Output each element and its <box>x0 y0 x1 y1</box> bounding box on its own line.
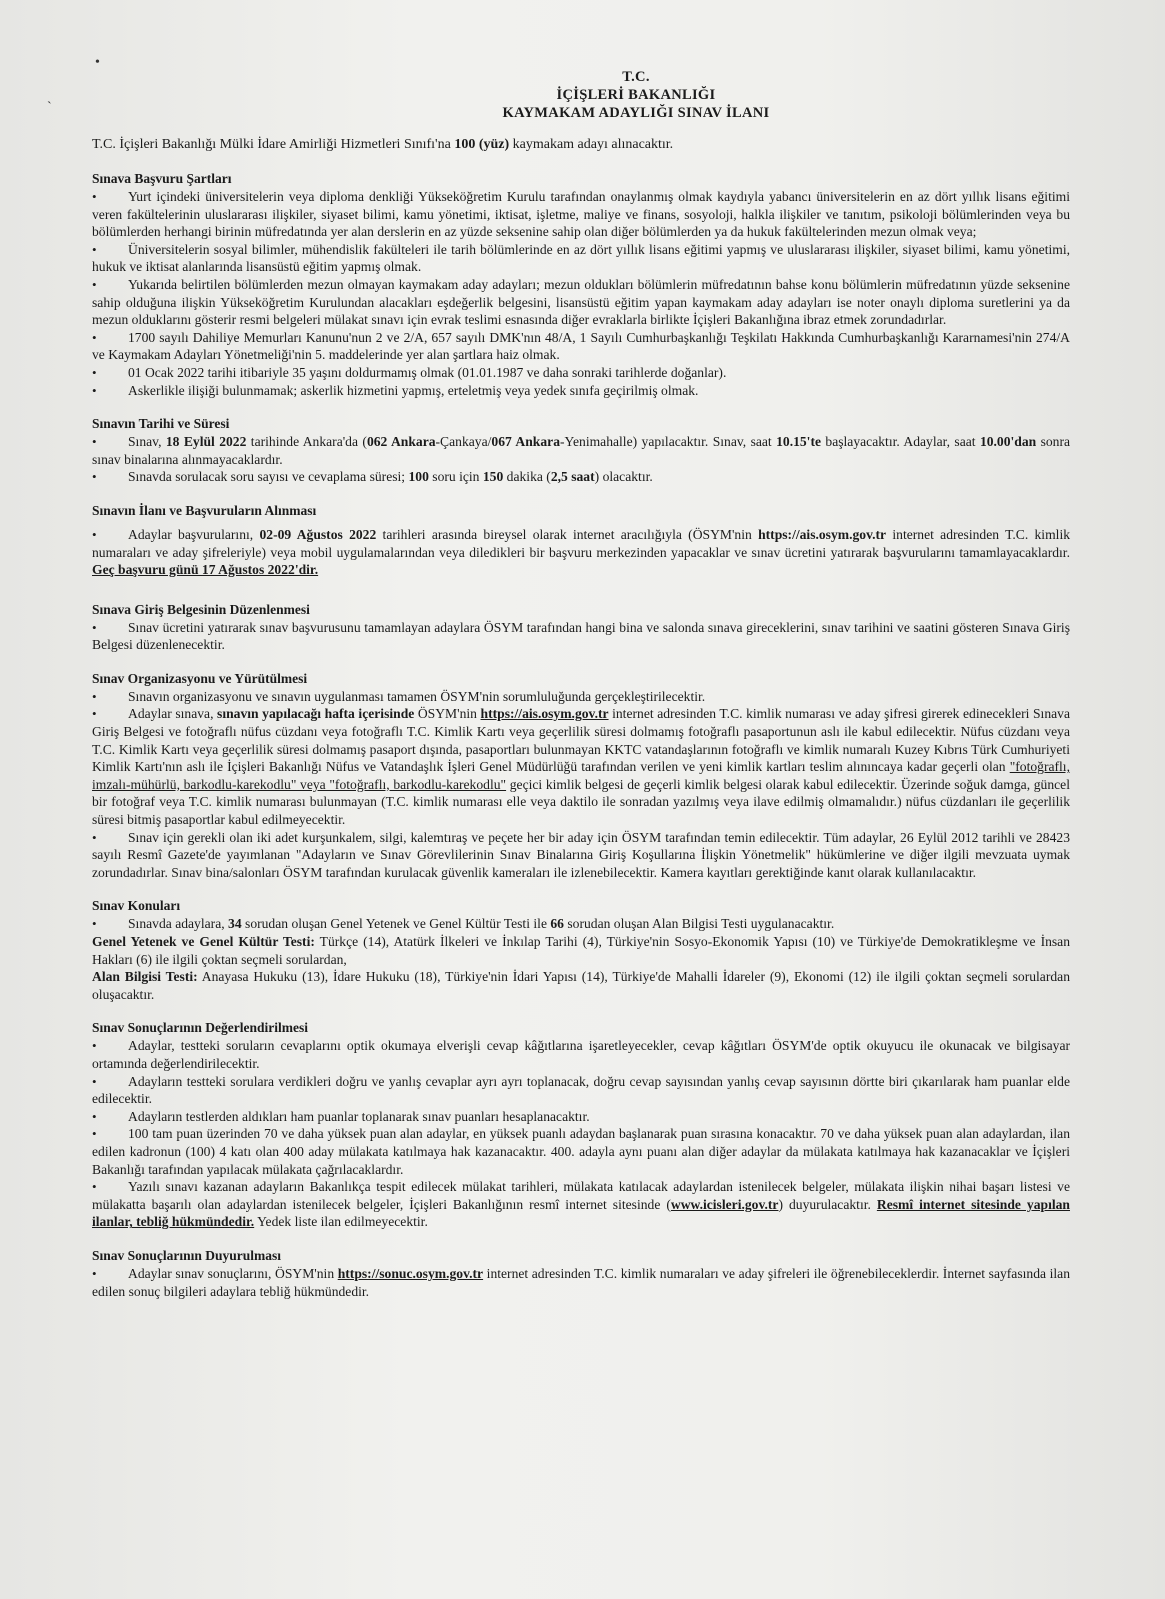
osym-ais-link[interactable]: https://ais.osym.gov.tr <box>480 706 609 722</box>
list-item: • 100 tam puan üzerinden 70 ve daha yüksek puan alan adaylar, en yüksek puanlı adaydan başlanarak puan sırasına konacaktır. 70 ve daha yüksek puan alan adaylardan, ilan edilen kadronun (100) 4 katı olan 400 aday mülakata katılmaya hak kazanacaktır. 400. adayla aynı puanı alan diğer adaylar da mülakata katılmaya hak kazanacaklar ve İçişleri Bakanlığı tarafından yapılacak mülakata çağrılacaklardır. <box>92 1125 1070 1178</box>
intro-paragraph: T.C. İçişleri Bakanlığı Mülki İdare Amirliği Hizmetleri Sınıfı'na 100 (yüz) kaymakam adayı alınacaktır. <box>92 137 674 152</box>
general-test-paragraph: Genel Yetenek ve Genel Kültür Testi: Türkçe (14), Atatürk İlkeleri ve İnkılap Tarihi (4), Türkiye'nin Sosyo-Ekonomik Yapısı (10) ve Türkiye'de Demokratikleşme ve İnsan Hakları (6) ile ilgili çoktan seçmeli sorulardan, <box>92 934 1071 967</box>
section-title: Sınavın Tarihi ve Süresi <box>92 416 230 432</box>
list-item: • 1700 sayılı Dahiliye Memurları Kanunu'nun 2 ve 2/A, 657 sayılı DMK'nın 48/A, 1 Sayılı Cumhurbaşkanlığı Teşkilatı Hakkında Cumhurbaşkanlığı Kararnamesi'nin 274/A ve Kaymakam Adayları Yönetmeliği'nin 5. maddelerinde yer alan şartlara haiz olmak. <box>92 329 1070 364</box>
list-item: • 01 Ocak 2022 tarihi itibariyle 35 yaşını doldurmamış olmak (01.01.1987 ve daha sonraki tarihlerde doğanlar). <box>92 364 1070 382</box>
list-item: • Sınavda sorulacak soru sayısı ve cevaplama süresi; 100 soru için 150 dakika (2,5 saat) olacaktır. <box>92 468 1070 486</box>
field-test-paragraph: Alan Bilgisi Testi: Anayasa Hukuku (13), İdare Hukuku (18), Türkiye'nin İdari Yapısı (14), Türkiye'de Mahalli İdareler (9), Ekonomi (12) ile ilgili çoktan seçmeli sorulardan oluşacaktır. <box>92 969 1070 1002</box>
list-item: • Yukarıda belirtilen bölümlerden mezun olmayan kaymakam aday adayları; mezun oldukları bölümlerin müfredatının bahse konu bölümlerin müfredatının yüzde seksenine sahip olduğuna ilişkin Yükseköğretim Kurulundan alacakları eşdeğerlik belgesini, lisansüstü eğitim yapan kaymakam aday adayları ise noter onaylı diploma suretlerini ya da mezun olduklarını gösterir resmi belgeleri mülakat sınavı için evrak teslimi esnasında diğer evraklarla birlikte İçişleri Bakanlığına ibraz etmek zorundadırlar. <box>92 276 1070 329</box>
section-exam-subjects <box>92 897 1070 1003</box>
list-item: • Sınav için gerekli olan iki adet kurşunkalem, silgi, kalemtıraş ve peçete her bir aday için ÖSYM tarafından temin edilecektir. Tüm adaylar, 26 Eylül 2012 tarihli ve 28423 sayılı Resmî Gazete'de yayımlanan "Adayların ve Sınav Görevlilerinin Sınav Binalarına Giriş Koşullarına İlişkin Yönetmelik" hükümlerine ve diğer ilgili mevzuata uymak zorundadırlar. Sınav bina/salonları ÖSYM tarafından kurulacak güvenlik kameraları ile izlenebilecektir. Kamera kayıtları gerektiğinde kanıt olarak kullanılacaktır. <box>92 829 1070 882</box>
list-item: • Yurt içindeki üniversitelerin veya diploma denkliği Yükseköğretim Kurulu tarafından onaylanmış olmak kaydıyla yabancı üniversitelerin en az dört yıllık lisans eğitimi veren fakültelerinin uluslararası ilişkiler, siyaset bilimi, kamu yönetimi, iktisat, işletme, maliye ve finans, sosyoloji, halkla ilişkiler ve tanıtım, psikoloji bölümlerinden veya bu bölümlerden herhangi birinin müfredatında yer alan derslerin en az yüzde seksenine sahip olan diğer bölümlerden ya da hukuk fakültelerinden mezun olmak veya; <box>92 188 1070 241</box>
scan-speck: • <box>95 55 100 70</box>
section-application-requirements <box>92 170 1070 399</box>
list-item: • Adaylar başvurularını, 02-09 Ağustos 2022 tarihleri arasında bireysel olarak internet aracılığıyla (ÖSYM'nin https://ais.osym.gov.tr internet adresinden T.C. kimlik numaraları ve aday şifreleriyle) veya mobil uygulamalarından veya diledikleri bir başvuru merkezinden yapacaklar ve sınav ücretini yatırarak başvurularını tamamlayacaklardır. Geç başvuru günü 17 Ağustos 2022'dir. <box>92 526 1070 579</box>
header-title: KAYMAKAM ADAYLIĞI SINAV İLANI <box>502 105 770 121</box>
late-application-note: Geç başvuru günü 17 Ağustos 2022'dir. <box>92 562 319 578</box>
section-title: Sınava Başvuru Şartları <box>92 171 232 186</box>
list-item: • Adayların testteki sorulara verdikleri doğru ve yanlış cevaplar ayrı ayrı toplanacak, doğru cevap sayısından yanlış cevap sayısının dörtte biri çıkarılarak ham puanlar elde edilecektir. <box>92 1073 1070 1108</box>
section-results <box>92 1247 1070 1300</box>
scan-speck: ˋ <box>47 100 52 115</box>
section-entry-document <box>92 601 1070 654</box>
section-organization <box>92 670 1070 882</box>
list-item: • Yazılı sınavı kazanan adayların Bakanlıkça tespit edilecek mülakat tarihleri, mülakata katılacak adaylardan istenilecek belgeler, mülakata ilişkin nihai başarı listesi ve mülakatta başarılı olan adaylardan istenilecek belgeler, İçişleri Bakanlığının resmî internet sitesinde (www.icisleri.gov.tr) duyurulacaktır. Resmî internet sitesinde yapılan ilanlar, tebliğ hükmündedir. Yedek liste ilan edilmeyecektir. <box>92 1178 1070 1231</box>
document-header <box>202 68 1070 122</box>
osym-sonuc-link[interactable]: https://sonuc.osym.gov.tr <box>337 1265 484 1281</box>
list-item: • Adaylar sınava, sınavın yapılacağı hafta içerisinde ÖSYM'nin https://ais.osym.gov.tr internet adresinden T.C. kimlik numarası ve aday şifresi girerek edinecekleri Sınava Giriş Belgesi ve fotoğraflı nüfus cüzdanı veya fotoğraflı T.C. Kimlik Kartı veya geçerlilik süresi dolmamış fotoğraflı pasaportunun aslı ile kabul edilecektir. Nüfus cüzdanı veya T.C. Kimlik Kartı veya geçerlilik süresi dolmamış pasaport dışında, pasaportları bulunmayan KKTC vatandaşlarının fotoğraflı ve kimlik numaralı Kuzey Kıbrıs Türk Cumhuriyeti Kimlik Kartı'nın aslı ile İçişleri Bakanlığı Nüfus ve Vatandaşlık İşleri Genel Müdürlüğü tarafından verilen ve yeni kimlik kartları teslim alınıncaya kadar geçerli olan "fotoğraflı, imzalı-mühürlü, barkodlu-karekodlu" veya "fotoğraflı, barkodlu-karekodlu" geçici kimlik belgesi de geçerli kimlik belgesi olarak kabul edilecektir. Üzerinde soğuk damga, güncel bir fotoğraf veya T.C. kimlik numarası bulunmayan (T.C. kimlik numarası elle veya daktilo ile sonradan yazılmış veya ilave edilmiş olmamalıdır.) nüfus cüzdanları ile geçerlilik süresi bitmiş pasaportlar kabul edilmeyecektir. <box>92 705 1070 828</box>
section-exam-date <box>92 415 1070 486</box>
section-title: Sınavın İlanı ve Başvuruların Alınması <box>92 502 317 518</box>
list-item: • Sınav, 18 Eylül 2022 tarihinde Ankara'da (062 Ankara-Çankaya/067 Ankara-Yenimahalle) yapılacaktır. Sınav, saat 10.15'te başlayacaktır. Adaylar, saat 10.00'dan sonra sınav binalarına alınmayacaklardır. <box>92 433 1070 468</box>
list-item: • Adaylar sınav sonuçlarını, ÖSYM'nin https://sonuc.osym.gov.tr internet adresinden T.C. kimlik numaraları ve aday şifreleri ile öğrenebileceklerdir. İnternet sayfasında ilan edilen sonuç bilgileri adaylara tebliğ hükmündedir. <box>92 1265 1070 1300</box>
list-item: • Sınavda adaylara, 34 sorudan oluşan Genel Yetenek ve Genel Kültür Testi ile 66 sorudan oluşan Alan Bilgisi Testi uygulanacaktır. <box>92 915 1070 933</box>
section-evaluation <box>92 1019 1070 1231</box>
header-tc: T.C. <box>622 69 650 85</box>
list-item: • Askerlikle ilişiği bulunmamak; askerlik hizmetini yapmış, erteletmiş veya yedek sınıfa geçirilmiş olmak. <box>92 382 1070 400</box>
list-item: • Üniversitelerin sosyal bilimler, mühendislik fakülteleri ile tarih bölümlerinde en az dört yıllık lisans eğitimi yapmış ve uluslararası ilişkiler, siyaset bilimi, kamu yönetimi, hukuk ve iktisat alanlarında lisansüstü eğitim yapmış olmak. <box>92 241 1070 276</box>
list-item: • Adayların testlerden aldıkları ham puanlar toplanarak sınav puanları hesaplanacaktır. <box>92 1108 1070 1126</box>
list-item: • Adaylar, testteki soruların cevaplarını optik okumaya elverişli cevap kâğıtlarına işaretleyecekler, cevap kâğıtları ÖSYM'de optik okuyucu ile okunacak ve bilgisayar ortamında değerlendirilecektir. <box>92 1037 1070 1072</box>
section-title: Sınava Giriş Belgesinin Düzenlenmesi <box>92 601 310 617</box>
section-title: Sınav Sonuçlarının Duyurulması <box>92 1247 282 1263</box>
osym-ais-link[interactable]: https://ais.osym.gov.tr <box>758 526 887 542</box>
section-title: Sınav Sonuçlarının Değerlendirilmesi <box>92 1020 309 1036</box>
section-title: Sınav Konuları <box>92 898 181 914</box>
list-item: • Sınavın organizasyonu ve sınavın uygulanması tamamen ÖSYM'nin sorumluluğunda gerçekleştirilecektir. <box>92 688 1070 706</box>
section-announcement-applications <box>92 502 1070 579</box>
section-title: Sınav Organizasyonu ve Yürütülmesi <box>92 670 308 686</box>
header-ministry: İÇİŞLERİ BAKANLIĞI <box>556 87 716 103</box>
icisleri-link[interactable]: www.icisleri.gov.tr <box>670 1196 779 1212</box>
list-item: • Sınav ücretini yatırarak sınav başvurusunu tamamlayan adaylara ÖSYM tarafından hangi bina ve salonda sınava gireceklerini, sınav tarihini ve saatini gösteren Sınava Giriş Belgesi düzenlenecektir. <box>92 619 1070 654</box>
